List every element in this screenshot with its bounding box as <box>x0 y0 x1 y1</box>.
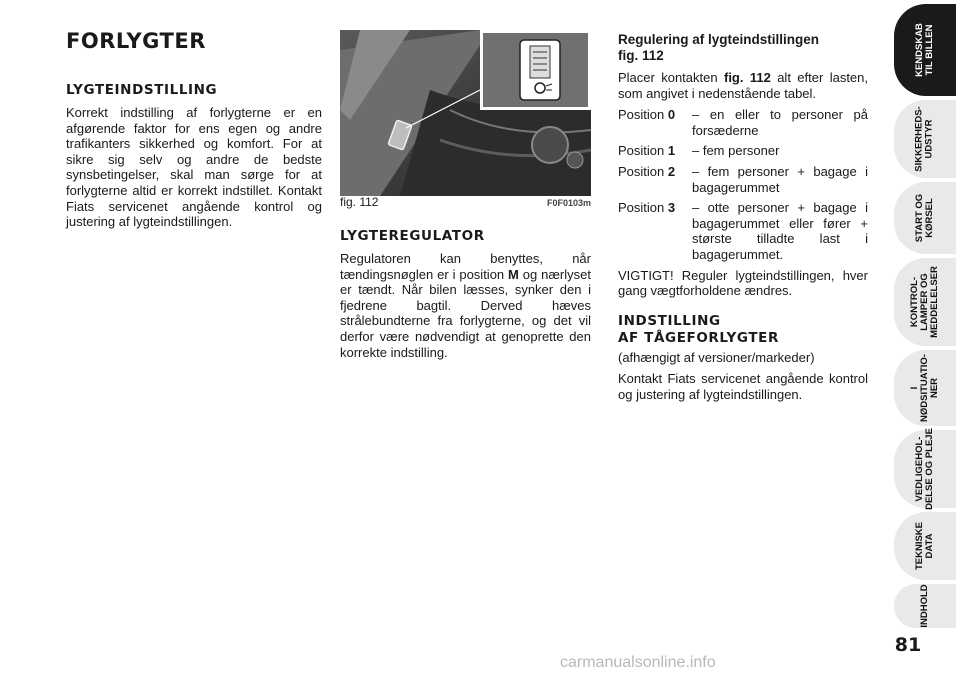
column-right <box>618 32 868 409</box>
important-note: VIGTIGT! Reguler lygteindstillingen, hver gang vægtforholdene ændres. <box>618 267 868 299</box>
body-paragraph: Korrekt indstilling af forlygterne er en afgørende faktor for ens egen og andre trafikanters sikkerhed og komfort. For at sikre sig selv og andre de bedste synsbetingelser, skal man sørge for at forlygterne altid er korrekt indstillet. Kontakt Fiats servicenet angående kontrol og justering af lygteindstillingen. <box>66 105 322 230</box>
intro-paragraph: Placer kontakten fig. 112 alt efter lasten, som angivet i nedenstående tabel. <box>618 70 868 101</box>
figure-code: F0F0103m <box>546 198 591 208</box>
position-row: Position 1 – fem personer <box>618 143 780 159</box>
tab-vedligeholdelse[interactable]: VEDLIGEHOL- DELSE OG PLEJE <box>894 430 956 508</box>
tab-tekniske-data[interactable]: TEKNISKE DATA <box>894 512 956 580</box>
tab-noedsituationer[interactable]: I NØDSITUATIO- NER <box>894 350 956 426</box>
column-left <box>66 28 322 236</box>
regulator-paragraph: Regulatoren kan benyttes, når tændingsnøglen er i position M og nærlyset er tændt. Når bilen læsses, synker den i fjedrene bagtil. Derved hæves strålebundterne fra forlygterne, og det vil derfor være nødvendigt at genoprette den korrekte indstilling. <box>340 251 591 360</box>
dashboard-photo-illustration <box>340 30 591 196</box>
fog-note: (afhængigt af versioner/markeder) <box>618 349 815 365</box>
tab-kontrollamper[interactable]: KONTROL- LAMPER OG MEDDELELSER <box>894 258 956 346</box>
subheading-regulering: Regulering af lygteindstillingen fig. 112 <box>618 32 820 63</box>
figure-caption-label: fig. 112 <box>340 195 379 209</box>
watermark: carmanualsonline.info <box>560 654 716 671</box>
position-row: Position 3 – otte personer + bagage i bagagerummet eller fører + største tilladte last i bagagerummet. <box>618 200 868 262</box>
page-number: 81 <box>894 634 922 656</box>
tab-indhold[interactable]: INDHOLD <box>894 584 956 628</box>
section-heading-taageforlygter: INDSTILLING AF TÅGEFORLYGTER <box>618 312 779 346</box>
figure-112-photo <box>340 30 591 196</box>
chapter-tabs <box>892 0 960 677</box>
page-title: FORLYGTER <box>66 29 206 53</box>
tab-start-og-koersel[interactable]: START OG KØRSEL <box>894 182 956 254</box>
tab-sikkerhedsudstyr[interactable]: SIKKERHEDS- UDSTYR <box>894 100 956 178</box>
position-row: Position 2 – fem personer + bagage i bagagerummet <box>618 163 868 195</box>
section-heading-lygteindstilling: LYGTEINDSTILLING <box>66 82 218 98</box>
tab-kendskab-til-bilen[interactable]: KENDSKAB TIL BILLEN <box>894 4 956 96</box>
figure-caption <box>340 195 591 209</box>
key-position-letter: M <box>508 266 519 282</box>
column-middle <box>340 228 591 366</box>
section-heading-lygteregulator: LYGTEREGULATOR <box>340 228 485 244</box>
fog-paragraph: Kontakt Fiats servicenet angående kontrol og justering af lygteindstillingen. <box>618 371 868 402</box>
position-row: Position 0 – en eller to personer på forsæderne <box>618 107 868 138</box>
